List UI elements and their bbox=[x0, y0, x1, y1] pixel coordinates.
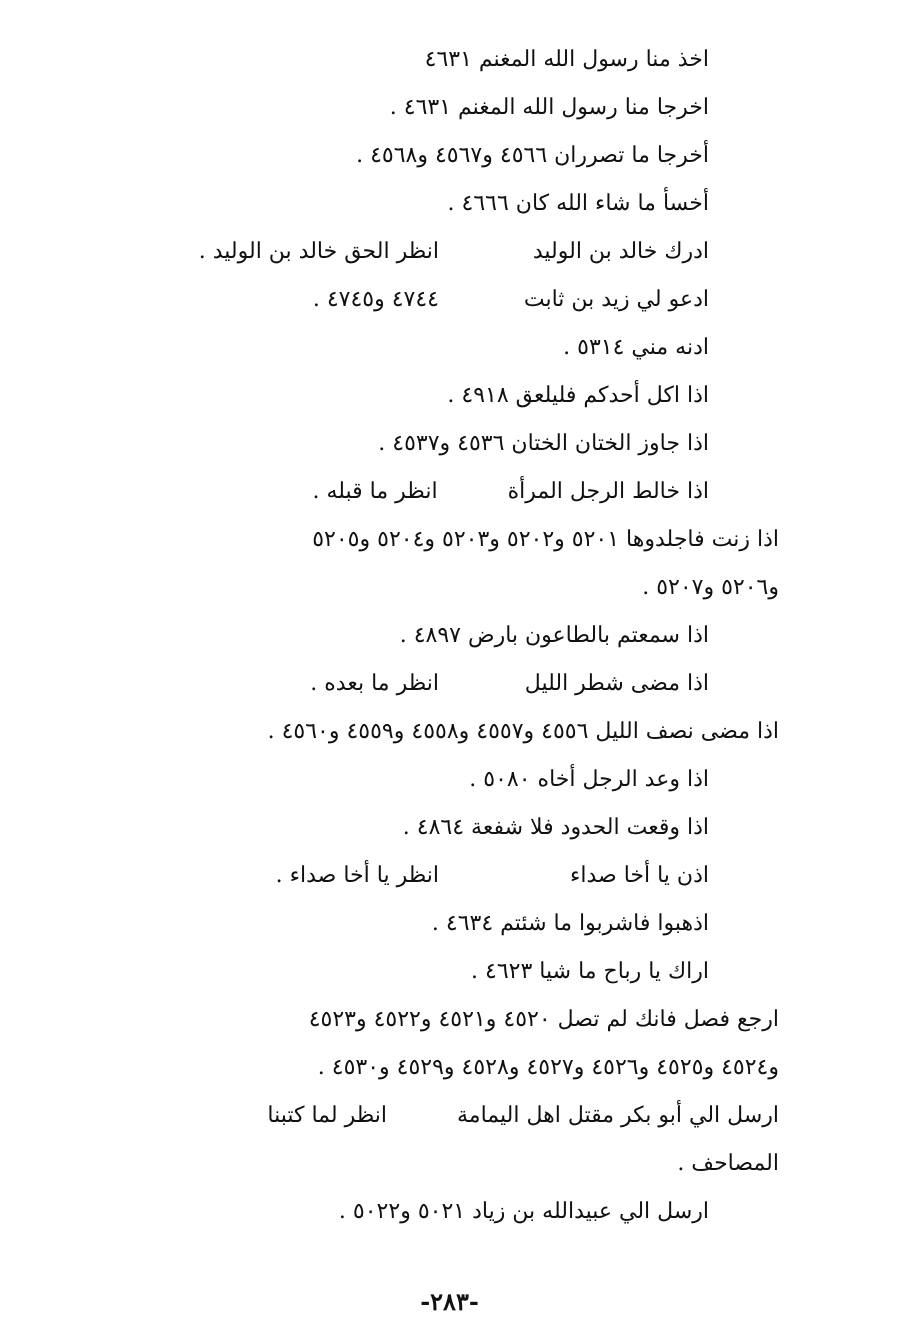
index-entry bbox=[109, 996, 779, 1044]
entry-text: اذا سمعتم بالطاعون بارض ٤٨٩٧ . bbox=[399, 623, 709, 648]
entry-reference: انظر ما بعده . bbox=[310, 671, 439, 696]
index-entry bbox=[109, 900, 709, 948]
index-entry bbox=[109, 372, 709, 420]
entry-text: أخرجا ما تصرران ٤٥٦٦ و٤٥٦٧ و٤٥٦٨ . bbox=[356, 143, 709, 168]
entry-text: اذهبوا فاشربوا ما شئتم ٤٦٣٤ . bbox=[431, 911, 709, 936]
index-entry bbox=[109, 276, 709, 324]
entry-text: ادنه مني ٥٣١٤ . bbox=[563, 335, 709, 360]
index-entries bbox=[109, 36, 779, 1236]
index-entry bbox=[109, 1092, 779, 1140]
index-entry-continuation bbox=[109, 564, 779, 612]
index-entry bbox=[109, 756, 709, 804]
index-entry bbox=[109, 84, 709, 132]
entry-text: اخرجا منا رسول الله المغنم ٤٦٣١ . bbox=[389, 95, 709, 120]
entry-reference: انظر لما كتبنا bbox=[267, 1103, 387, 1128]
entry-text: اراك يا رباح ما شيا ٤٦٢٣ . bbox=[471, 959, 709, 984]
entry-text: اذا مضى شطر الليل bbox=[524, 671, 709, 696]
index-entry bbox=[109, 180, 709, 228]
index-entry bbox=[109, 708, 779, 756]
entry-text: ارسل الي عبيدالله بن زياد ٥٠٢١ و٥٠٢٢ . bbox=[338, 1199, 709, 1224]
entry-text: اذن يا أخا صداء bbox=[570, 863, 709, 888]
entry-text: اذا زنت فاجلدوها ٥٢٠١ و٥٢٠٢ و٥٢٠٣ و٥٢٠٤ و٥٢٠٥ bbox=[312, 527, 779, 552]
index-entry bbox=[109, 1188, 709, 1236]
index-entry bbox=[109, 36, 709, 84]
entry-text: اذا جاوز الختان الختان ٤٥٣٦ و٤٥٣٧ . bbox=[378, 431, 709, 456]
entry-reference: ٤٧٤٤ و٤٧٤٥ . bbox=[312, 287, 439, 312]
index-entry bbox=[109, 804, 709, 852]
entry-text: و٥٢٠٦ و٥٢٠٧ . bbox=[642, 575, 779, 600]
index-entry bbox=[109, 132, 709, 180]
entry-text: اذا وعد الرجل أخاه ٥٠٨٠ . bbox=[469, 767, 709, 792]
index-entry bbox=[109, 420, 709, 468]
entry-text: ادرك خالد بن الوليد bbox=[532, 239, 709, 264]
index-entry bbox=[109, 612, 709, 660]
entry-text: أخسأ ما شاء الله كان ٤٦٦٦ . bbox=[447, 191, 709, 216]
entry-text: و٤٥٢٤ و٤٥٢٥ و٤٥٢٦ و٤٥٢٧ و٤٥٢٨ و٤٥٢٩ و٤٥٣٠ . bbox=[317, 1055, 779, 1080]
entry-reference: انظر الحق خالد بن الوليد . bbox=[198, 239, 439, 264]
index-entry bbox=[109, 468, 709, 516]
page-number: -٢٨٣- bbox=[420, 1287, 479, 1316]
index-entry-continuation bbox=[109, 1044, 779, 1092]
entry-reference: انظر ما قبله . bbox=[312, 479, 438, 504]
index-entry bbox=[109, 852, 709, 900]
index-entry bbox=[109, 516, 779, 564]
index-entry bbox=[109, 948, 709, 996]
entry-text: اخذ منا رسول الله المغنم ٤٦٣١ bbox=[424, 47, 709, 72]
entry-reference: انظر يا أخا صداء . bbox=[275, 863, 439, 888]
index-entry bbox=[109, 228, 709, 276]
index-entry-continuation bbox=[109, 1140, 779, 1188]
entry-text: المصاحف . bbox=[677, 1151, 779, 1176]
entry-text: اذا اكل أحدكم فليلعق ٤٩١٨ . bbox=[447, 383, 709, 408]
index-entry bbox=[109, 660, 709, 708]
index-entry bbox=[109, 324, 709, 372]
entry-text: ارجع فصل فانك لم تصل ٤٥٢٠ و٤٥٢١ و٤٥٢٢ و٤٥٢٣ bbox=[308, 1007, 779, 1032]
entry-text: اذا وقعت الحدود فلا شفعة ٤٨٦٤ . bbox=[402, 815, 709, 840]
entry-text: ارسل الي أبو بكر مقتل اهل اليمامة bbox=[457, 1103, 779, 1128]
entry-text: اذا مضى نصف الليل ٤٥٥٦ و٤٥٥٧ و٤٥٥٨ و٤٥٥٩ و٤٥٦٠ . bbox=[267, 719, 779, 744]
entry-text: ادعو لي زيد بن ثابت bbox=[523, 287, 709, 312]
entry-text: اذا خالط الرجل المرأة bbox=[507, 479, 709, 504]
